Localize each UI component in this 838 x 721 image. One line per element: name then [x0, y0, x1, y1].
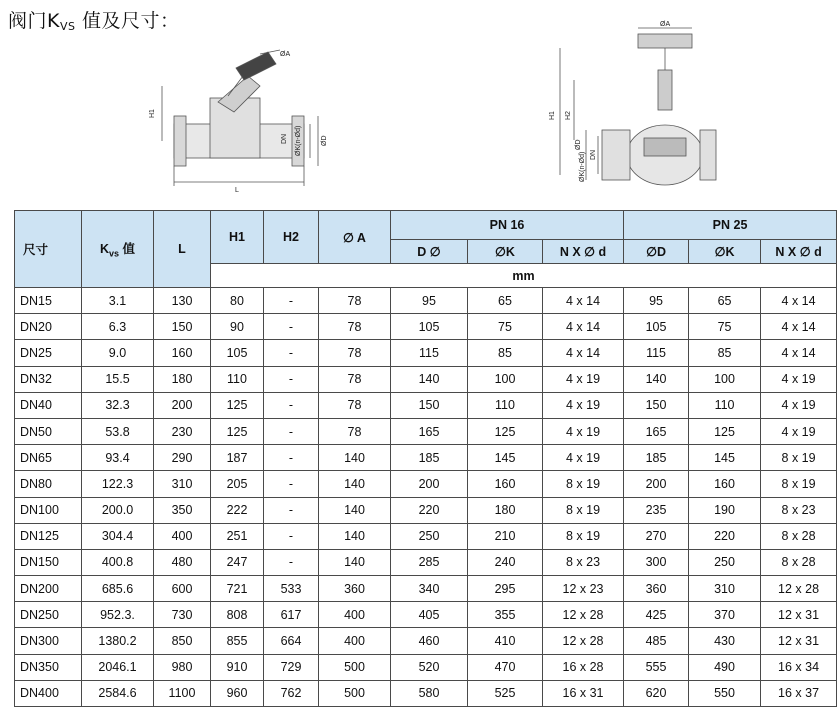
cell-l: 1100: [154, 680, 211, 706]
cell-l: 850: [154, 628, 211, 654]
cell-a: 78: [319, 392, 391, 418]
cell-h2: -: [264, 549, 319, 575]
cell-pn16-d: 285: [391, 549, 468, 575]
cell-h1: 855: [211, 628, 264, 654]
table-row: [15, 497, 837, 523]
cell-pn25-k: 160: [689, 471, 761, 497]
cell-a: 500: [319, 654, 391, 680]
cell-pn25-k: 370: [689, 602, 761, 628]
dim-k-label-right: ØK(n-Ød): [579, 151, 586, 182]
cell-pn25-k: 430: [689, 628, 761, 654]
cell-pn16-n: 4 x 14: [543, 288, 624, 314]
cell-pn16-n: 4 x 19: [543, 418, 624, 444]
cell-pn16-d: 150: [391, 392, 468, 418]
cell-a: 140: [319, 445, 391, 471]
cell-a: 400: [319, 602, 391, 628]
cell-pn16-k: 145: [468, 445, 543, 471]
dim-h1-label-right: H1: [549, 111, 556, 120]
cell-pn16-d: 460: [391, 628, 468, 654]
cell-pn16-n: 8 x 19: [543, 523, 624, 549]
dim-d-label-right: ØD: [575, 139, 582, 150]
cell-kvs: 200.0: [82, 497, 154, 523]
table-row: [15, 628, 837, 654]
header-pn16-d: D ∅: [391, 240, 468, 264]
cell-pn16-n: 8 x 23: [543, 549, 624, 575]
cell-size: DN125: [15, 523, 82, 549]
cell-pn16-d: 250: [391, 523, 468, 549]
cell-pn16-k: 470: [468, 654, 543, 680]
cell-pn16-d: 115: [391, 340, 468, 366]
cell-pn16-k: 65: [468, 288, 543, 314]
dim-dn-label-right: DN: [590, 149, 597, 160]
cell-l: 150: [154, 314, 211, 340]
cell-pn16-n: 12 x 23: [543, 576, 624, 602]
cell-h1: 90: [211, 314, 264, 340]
cell-kvs: 15.5: [82, 366, 154, 392]
dim-k-label: ØK(n-Ød): [295, 125, 302, 156]
header-h2: H2: [264, 211, 319, 264]
cell-pn16-k: 295: [468, 576, 543, 602]
dim-d-label: ØD: [321, 135, 328, 146]
cell-pn25-n: 4 x 14: [761, 288, 837, 314]
cell-size: DN32: [15, 366, 82, 392]
cell-pn16-n: 4 x 19: [543, 392, 624, 418]
cell-h2: -: [264, 471, 319, 497]
cell-pn16-k: 110: [468, 392, 543, 418]
header-unit: mm: [211, 264, 837, 288]
cell-h1: 808: [211, 602, 264, 628]
cell-kvs: 304.4: [82, 523, 154, 549]
cell-l: 480: [154, 549, 211, 575]
cell-pn25-d: 95: [624, 288, 689, 314]
cell-kvs: 1380.2: [82, 628, 154, 654]
cell-pn16-k: 355: [468, 602, 543, 628]
header-pn25: PN 25: [624, 211, 837, 240]
cell-pn25-d: 235: [624, 497, 689, 523]
dim-dn-label: DN: [281, 133, 288, 144]
cell-a: 500: [319, 680, 391, 706]
cell-size: DN15: [15, 288, 82, 314]
cell-pn25-k: 250: [689, 549, 761, 575]
cell-pn25-k: 190: [689, 497, 761, 523]
cell-h2: -: [264, 314, 319, 340]
cell-kvs: 93.4: [82, 445, 154, 471]
cell-kvs: 9.0: [82, 340, 154, 366]
cell-h2: -: [264, 445, 319, 471]
header-l: L: [154, 211, 211, 288]
cell-pn16-k: 410: [468, 628, 543, 654]
cell-pn25-k: 65: [689, 288, 761, 314]
cell-pn25-n: 12 x 28: [761, 576, 837, 602]
cell-h1: 721: [211, 576, 264, 602]
cell-pn25-k: 75: [689, 314, 761, 340]
cell-pn16-d: 200: [391, 471, 468, 497]
cell-pn25-d: 105: [624, 314, 689, 340]
cell-pn25-k: 220: [689, 523, 761, 549]
dim-h1-label: H1: [149, 109, 156, 118]
table-row: [15, 654, 837, 680]
title-suffix: 值及尺寸：: [75, 10, 180, 32]
cell-pn16-d: 520: [391, 654, 468, 680]
cell-kvs: 6.3: [82, 314, 154, 340]
header-pn16-k: ∅K: [468, 240, 543, 264]
cell-pn25-d: 165: [624, 418, 689, 444]
cell-pn16-n: 16 x 31: [543, 680, 624, 706]
cell-kvs: 32.3: [82, 392, 154, 418]
cell-size: DN25: [15, 340, 82, 366]
cell-l: 200: [154, 392, 211, 418]
cell-h1: 251: [211, 523, 264, 549]
cell-pn25-n: 8 x 28: [761, 523, 837, 549]
cell-kvs: 122.3: [82, 471, 154, 497]
straight-valve-drawing: [540, 20, 720, 192]
cell-h1: 125: [211, 418, 264, 444]
cell-pn25-d: 485: [624, 628, 689, 654]
cell-pn25-k: 145: [689, 445, 761, 471]
angle-valve-drawing: [140, 46, 340, 194]
cell-pn25-d: 300: [624, 549, 689, 575]
cell-a: 140: [319, 549, 391, 575]
cell-pn16-n: 4 x 19: [543, 445, 624, 471]
header-pn16: PN 16: [391, 211, 624, 240]
spec-table: [14, 210, 837, 707]
cell-h2: -: [264, 288, 319, 314]
cell-a: 140: [319, 497, 391, 523]
cell-h2: 617: [264, 602, 319, 628]
cell-pn16-d: 95: [391, 288, 468, 314]
table-row: [15, 471, 837, 497]
cell-pn25-n: 16 x 34: [761, 654, 837, 680]
table-row: [15, 523, 837, 549]
cell-pn25-k: 125: [689, 418, 761, 444]
cell-kvs: 952.3.: [82, 602, 154, 628]
cell-pn25-n: 4 x 19: [761, 392, 837, 418]
cell-pn25-n: 8 x 23: [761, 497, 837, 523]
cell-h1: 80: [211, 288, 264, 314]
cell-pn25-k: 550: [689, 680, 761, 706]
cell-pn25-n: 4 x 14: [761, 340, 837, 366]
cell-size: DN80: [15, 471, 82, 497]
dim-l-label: L: [235, 187, 239, 194]
cell-h2: -: [264, 340, 319, 366]
cell-pn16-n: 8 x 19: [543, 471, 624, 497]
cell-a: 78: [319, 340, 391, 366]
header-h1: H1: [211, 211, 264, 264]
table-row: [15, 445, 837, 471]
cell-h2: -: [264, 523, 319, 549]
cell-pn25-d: 185: [624, 445, 689, 471]
cell-pn25-n: 4 x 14: [761, 314, 837, 340]
cell-pn16-d: 580: [391, 680, 468, 706]
cell-pn16-k: 125: [468, 418, 543, 444]
cell-l: 230: [154, 418, 211, 444]
cell-a: 78: [319, 366, 391, 392]
cell-kvs: 685.6: [82, 576, 154, 602]
cell-size: DN400: [15, 680, 82, 706]
cell-pn16-n: 8 x 19: [543, 497, 624, 523]
header-kvs-sub: vs: [109, 248, 120, 259]
cell-size: DN150: [15, 549, 82, 575]
cell-pn16-k: 160: [468, 471, 543, 497]
cell-pn16-n: 16 x 28: [543, 654, 624, 680]
cell-a: 78: [319, 418, 391, 444]
cell-h1: 187: [211, 445, 264, 471]
cell-h2: -: [264, 418, 319, 444]
cell-pn16-k: 75: [468, 314, 543, 340]
cell-size: DN200: [15, 576, 82, 602]
spec-table-body: [15, 288, 837, 707]
cell-l: 730: [154, 602, 211, 628]
cell-h2: 762: [264, 680, 319, 706]
cell-h1: 110: [211, 366, 264, 392]
dim-a-label: ØA: [280, 51, 291, 58]
cell-h2: 664: [264, 628, 319, 654]
table-row: [15, 288, 837, 314]
cell-kvs: 2584.6: [82, 680, 154, 706]
cell-size: DN250: [15, 602, 82, 628]
header-pn25-k: ∅K: [689, 240, 761, 264]
cell-a: 140: [319, 523, 391, 549]
cell-pn25-n: 4 x 19: [761, 418, 837, 444]
cell-l: 130: [154, 288, 211, 314]
cell-pn25-d: 425: [624, 602, 689, 628]
cell-pn16-n: 4 x 19: [543, 366, 624, 392]
cell-pn25-n: 12 x 31: [761, 628, 837, 654]
cell-pn25-d: 620: [624, 680, 689, 706]
cell-pn16-d: 165: [391, 418, 468, 444]
cell-pn25-n: 8 x 19: [761, 471, 837, 497]
cell-pn25-d: 360: [624, 576, 689, 602]
cell-pn25-n: 8 x 28: [761, 549, 837, 575]
cell-pn25-d: 140: [624, 366, 689, 392]
cell-a: 360: [319, 576, 391, 602]
cell-size: DN300: [15, 628, 82, 654]
cell-pn25-d: 150: [624, 392, 689, 418]
dim-a-label-right: ØA: [660, 21, 671, 28]
cell-h1: 222: [211, 497, 264, 523]
cell-pn16-d: 340: [391, 576, 468, 602]
cell-pn16-k: 240: [468, 549, 543, 575]
cell-pn16-d: 405: [391, 602, 468, 628]
cell-pn16-n: 4 x 14: [543, 340, 624, 366]
cell-pn25-k: 85: [689, 340, 761, 366]
table-row: [15, 418, 837, 444]
header-kvs-suffix: 值: [119, 242, 136, 257]
cell-h1: 960: [211, 680, 264, 706]
cell-pn25-k: 100: [689, 366, 761, 392]
cell-h1: 910: [211, 654, 264, 680]
cell-pn16-k: 525: [468, 680, 543, 706]
cell-h1: 205: [211, 471, 264, 497]
cell-pn16-n: 12 x 28: [543, 602, 624, 628]
cell-pn25-d: 555: [624, 654, 689, 680]
header-pn16-n: N X ∅ d: [543, 240, 624, 264]
table-row: [15, 549, 837, 575]
cell-pn16-n: 4 x 14: [543, 314, 624, 340]
cell-l: 180: [154, 366, 211, 392]
header-pn25-d: ∅D: [624, 240, 689, 264]
cell-h1: 125: [211, 392, 264, 418]
cell-l: 980: [154, 654, 211, 680]
table-row: [15, 314, 837, 340]
cell-pn25-n: 16 x 37: [761, 680, 837, 706]
cell-pn16-k: 210: [468, 523, 543, 549]
table-row: [15, 602, 837, 628]
cell-l: 290: [154, 445, 211, 471]
cell-pn25-k: 110: [689, 392, 761, 418]
cell-pn16-k: 180: [468, 497, 543, 523]
cell-pn25-n: 8 x 19: [761, 445, 837, 471]
cell-kvs: 400.8: [82, 549, 154, 575]
cell-h2: -: [264, 497, 319, 523]
cell-pn16-d: 220: [391, 497, 468, 523]
cell-size: DN20: [15, 314, 82, 340]
cell-kvs: 53.8: [82, 418, 154, 444]
cell-a: 78: [319, 288, 391, 314]
cell-pn16-k: 85: [468, 340, 543, 366]
cell-pn25-k: 490: [689, 654, 761, 680]
cell-l: 600: [154, 576, 211, 602]
cell-a: 78: [319, 314, 391, 340]
table-row: [15, 392, 837, 418]
page-title: [8, 6, 180, 33]
cell-size: DN40: [15, 392, 82, 418]
table-row: [15, 576, 837, 602]
cell-a: 140: [319, 471, 391, 497]
cell-pn25-d: 200: [624, 471, 689, 497]
cell-pn25-n: 4 x 19: [761, 366, 837, 392]
cell-pn25-n: 12 x 31: [761, 602, 837, 628]
header-a: ∅ A: [319, 211, 391, 264]
cell-h2: -: [264, 392, 319, 418]
cell-pn16-d: 140: [391, 366, 468, 392]
title-subscript: VS: [59, 20, 76, 33]
cell-kvs: 2046.1: [82, 654, 154, 680]
cell-size: DN65: [15, 445, 82, 471]
cell-pn16-d: 105: [391, 314, 468, 340]
cell-h1: 105: [211, 340, 264, 366]
cell-l: 160: [154, 340, 211, 366]
table-row: [15, 340, 837, 366]
table-row: [15, 366, 837, 392]
cell-l: 400: [154, 523, 211, 549]
cell-a: 400: [319, 628, 391, 654]
title-prefix: 阀门K: [8, 10, 60, 32]
header-kvs: [82, 211, 154, 288]
cell-pn25-k: 310: [689, 576, 761, 602]
cell-size: DN50: [15, 418, 82, 444]
cell-pn25-d: 115: [624, 340, 689, 366]
cell-h1: 247: [211, 549, 264, 575]
cell-pn16-k: 100: [468, 366, 543, 392]
cell-h2: 729: [264, 654, 319, 680]
cell-l: 310: [154, 471, 211, 497]
header-kvs-prefix: K: [99, 242, 110, 257]
header-size: 尺寸: [15, 211, 82, 288]
cell-l: 350: [154, 497, 211, 523]
cell-h2: 533: [264, 576, 319, 602]
cell-pn16-n: 12 x 28: [543, 628, 624, 654]
cell-kvs: 3.1: [82, 288, 154, 314]
cell-size: DN350: [15, 654, 82, 680]
cell-h2: -: [264, 366, 319, 392]
table-row: [15, 680, 837, 706]
cell-size: DN100: [15, 497, 82, 523]
cell-pn25-d: 270: [624, 523, 689, 549]
dim-h2-label-right: H2: [565, 111, 572, 120]
header-pn25-n: N X ∅ d: [761, 240, 837, 264]
cell-pn16-d: 185: [391, 445, 468, 471]
